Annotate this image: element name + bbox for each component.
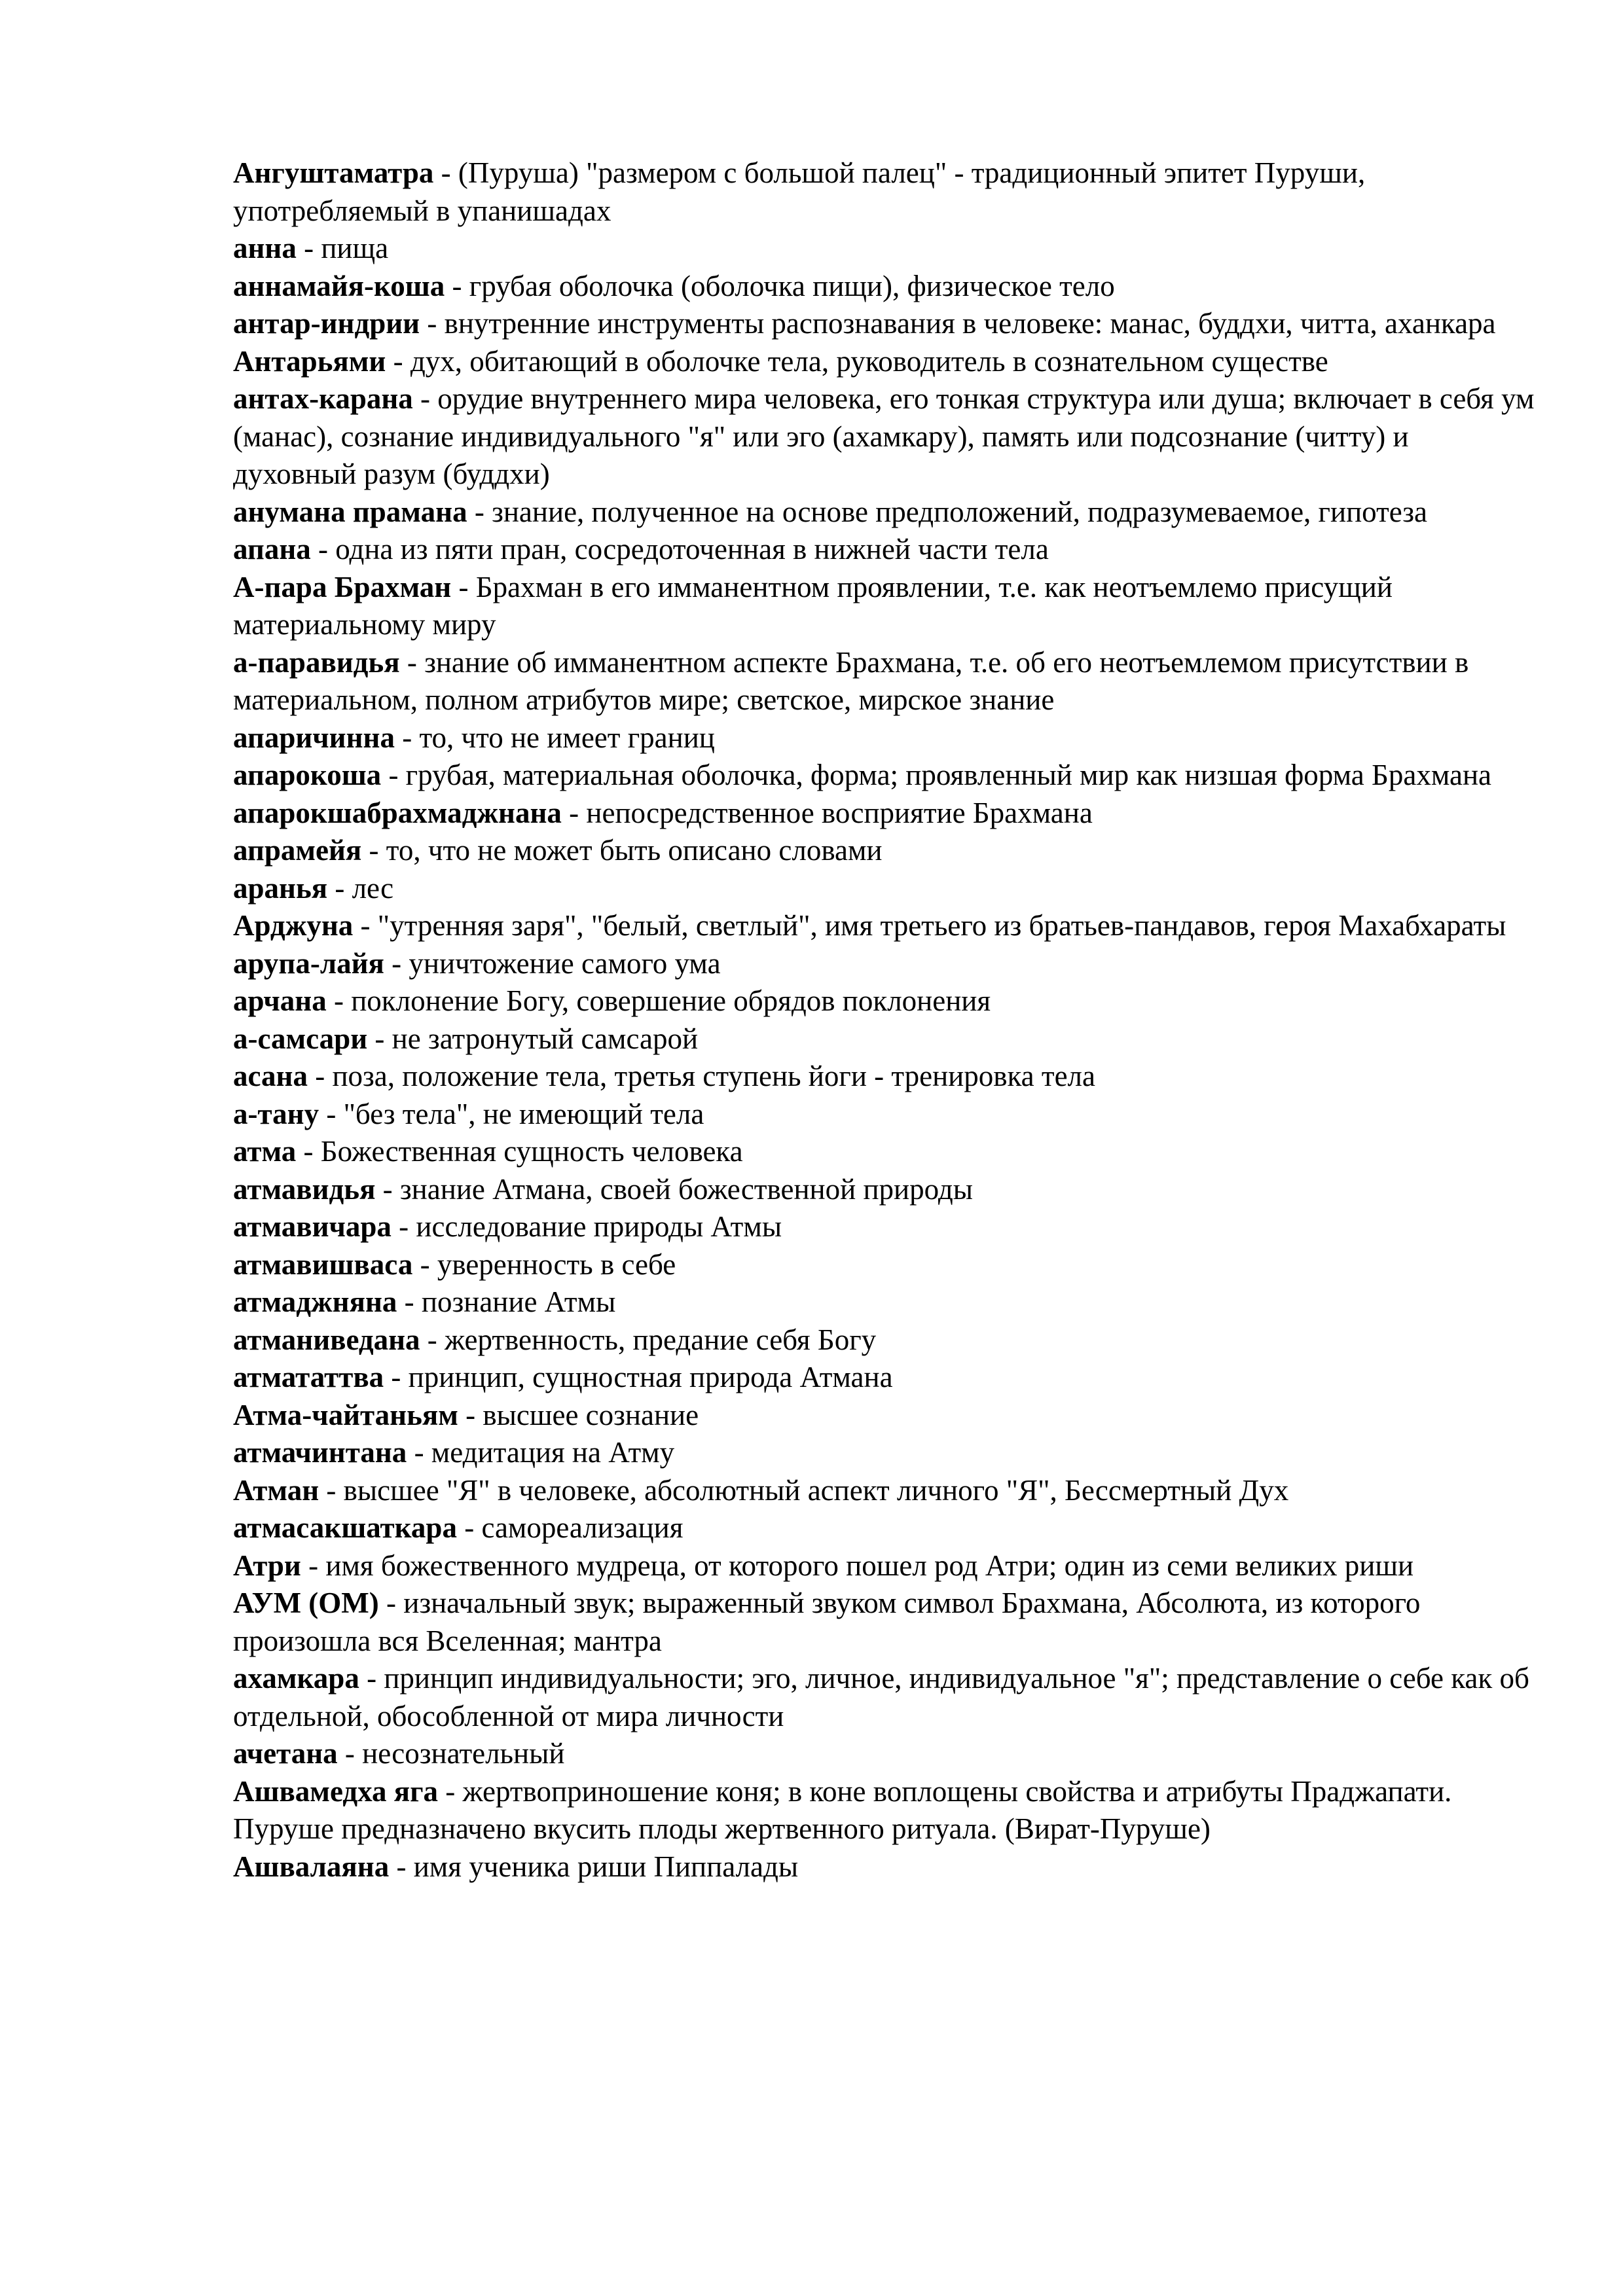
glossary-entry <box>233 569 1536 644</box>
glossary-entry <box>233 1472 1536 1510</box>
glossary-entry <box>233 1171 1536 1209</box>
glossary-definition: - одна из пяти пран, сосредоточенная в нижней части тела <box>310 533 1049 565</box>
glossary-entry <box>233 493 1536 531</box>
glossary-definition: - жертвоприношение коня; в коне воплощены свойства и атрибуты Праджапати. Пуруше предназначено вкусить плоды жертвенного ритуала. (Вират-Пуруше) <box>233 1774 1452 1845</box>
glossary-term: аннамайя-коша <box>233 269 445 302</box>
glossary-definition: - непосредственное восприятие Брахмана <box>561 796 1093 829</box>
glossary-definition: - орудие внутреннего мира человека, его тонкая структура или душа; включает в себя ум (манас), сознание индивидуального "я" или эго (ахамкару), память или подсознание (читту) и духовный разум (буддхи) <box>233 382 1535 490</box>
glossary-entry <box>233 1509 1536 1547</box>
glossary-entry <box>233 343 1536 381</box>
glossary-entry <box>233 230 1536 268</box>
glossary-entry <box>233 1208 1536 1246</box>
glossary-entry <box>233 1660 1536 1735</box>
glossary-entry <box>233 1547 1536 1585</box>
glossary-entry <box>233 380 1536 493</box>
glossary-definition: - имя ученика риши Пиппалады <box>389 1850 799 1883</box>
glossary-definition: - пища <box>296 232 389 264</box>
glossary-entry <box>233 1397 1536 1435</box>
glossary-definition: - высшее сознание <box>458 1398 699 1431</box>
glossary-term: атмаджняна <box>233 1285 397 1318</box>
glossary-definition: - Брахман в его имманентном проявлении, т.е. как неотъемлемо присущий материальному миру <box>233 570 1393 641</box>
glossary-page <box>233 154 1536 1886</box>
glossary-entry <box>233 870 1536 908</box>
glossary-definition: - то, что не может быть описано словами <box>361 834 883 867</box>
glossary-entry <box>233 1020 1536 1058</box>
glossary-term: атмавидья <box>233 1172 376 1206</box>
glossary-definition: - жертвенность, предание себя Богу <box>420 1323 877 1356</box>
glossary-term: Арджуна <box>233 909 354 942</box>
glossary-term: апрамейя <box>233 834 362 867</box>
glossary-entry <box>233 1321 1536 1359</box>
glossary-term: Ангуштаматра <box>233 156 434 189</box>
glossary-term: арчана <box>233 984 327 1017</box>
glossary-definition: - уверенность в себе <box>412 1247 676 1281</box>
glossary-term: Ашвамедха яга <box>233 1774 439 1808</box>
glossary-entry <box>233 1246 1536 1284</box>
glossary-entry <box>233 907 1536 945</box>
glossary-entry <box>233 531 1536 569</box>
glossary-entry <box>233 1848 1536 1886</box>
glossary-term: антах-карана <box>233 382 413 415</box>
glossary-definition: - принцип, сущностная природа Атмана <box>384 1361 893 1393</box>
glossary-definition: - имя божественного мудреца, от которого пошел род Атри; один из семи великих риши <box>301 1549 1414 1582</box>
glossary-definition: - поклонение Богу, совершение обрядов поклонения <box>326 984 991 1017</box>
glossary-term: АУМ (ОМ) <box>233 1587 379 1619</box>
glossary-definition: - "утренняя заря", "белый, светлый", имя третьего из братьев-пандавов, героя Махабхараты <box>353 909 1506 942</box>
glossary-definition: - то, что не имеет границ <box>394 721 715 754</box>
glossary-entry <box>233 982 1536 1020</box>
glossary-term: апаричинна <box>233 721 395 754</box>
glossary-definition: - несознательный <box>337 1737 565 1770</box>
glossary-definition: - медитация на Атму <box>407 1436 675 1469</box>
glossary-term: Атма-чайтаньям <box>233 1398 458 1431</box>
glossary-definition: - "без тела", не имеющий тела <box>319 1097 704 1130</box>
glossary-term: а-паравидья <box>233 645 400 679</box>
glossary-term: антар-индрии <box>233 307 420 340</box>
glossary-entry <box>233 154 1536 230</box>
glossary-entry <box>233 1773 1536 1848</box>
glossary-entry <box>233 1434 1536 1472</box>
glossary-term: Атри <box>233 1549 301 1582</box>
glossary-term: Антарьями <box>233 344 386 378</box>
glossary-entry <box>233 757 1536 795</box>
glossary-definition: - знание об имманентном аспекте Брахмана, т.е. об его неотъемлемом присутствии в материальном, полном атрибутов мире; светское, мирское знание <box>233 645 1469 716</box>
glossary-term: апарокоша <box>233 759 382 791</box>
glossary-definition: - не затронутый самсарой <box>367 1022 699 1055</box>
glossary-entry <box>233 1133 1536 1171</box>
glossary-term: анумана прамана <box>233 495 467 528</box>
glossary-term: атмачинтана <box>233 1436 407 1469</box>
glossary-entry <box>233 945 1536 983</box>
glossary-definition: - исследование природы Атмы <box>391 1210 782 1243</box>
glossary-entry <box>233 1058 1536 1096</box>
glossary-definition: - знание, полученное на основе предположений, подразумеваемое, гипотеза <box>467 495 1428 528</box>
glossary-definition: - дух, обитающий в оболочке тела, руководитель в сознательном существе <box>386 344 1328 378</box>
glossary-definition: - поза, положение тела, третья ступень йоги - тренировка тела <box>307 1060 1095 1092</box>
glossary-term: А-пара Брахман <box>233 570 452 603</box>
glossary-entry <box>233 719 1536 757</box>
glossary-term: атмататтва <box>233 1361 384 1393</box>
glossary-definition: - знание Атмана, своей божественной природы <box>375 1172 973 1206</box>
glossary-definition: - принцип индивидуальности; эго, личное, индивидуальное "я"; представление о себе как об отдельной, обособленной от мира личности <box>233 1662 1529 1732</box>
glossary-definition: - грубая оболочка (оболочка пищи), физическое тело <box>445 269 1115 302</box>
glossary-term: апарокшабрахмаджнана <box>233 796 562 829</box>
glossary-term: апана <box>233 533 311 565</box>
glossary-entry <box>233 1359 1536 1397</box>
glossary-term: атмавишваса <box>233 1247 413 1281</box>
glossary-entry <box>233 1096 1536 1134</box>
glossary-term: атмасакшаткара <box>233 1511 457 1544</box>
glossary-term: асана <box>233 1060 308 1092</box>
glossary-entry <box>233 268 1536 306</box>
glossary-definition: - Божественная сущность человека <box>296 1135 743 1168</box>
glossary-entry <box>233 795 1536 833</box>
glossary-term: атма <box>233 1135 297 1168</box>
glossary-entry <box>233 832 1536 870</box>
glossary-definition: - самореализация <box>456 1511 684 1544</box>
glossary-term: а-тану <box>233 1097 319 1130</box>
glossary-entry <box>233 1585 1536 1660</box>
glossary-term: анна <box>233 232 297 264</box>
glossary-term: ахамкара <box>233 1662 359 1695</box>
glossary-term: аранья <box>233 871 328 905</box>
glossary-entry <box>233 644 1536 719</box>
glossary-definition: - уничтожение самого ума <box>384 946 721 980</box>
glossary-entry <box>233 1283 1536 1321</box>
glossary-term: атмавичара <box>233 1210 392 1243</box>
glossary-term: Ашвалаяна <box>233 1850 390 1883</box>
glossary-definition: - познание Атмы <box>397 1285 616 1318</box>
glossary-definition: - грубая, материальная оболочка, форма; проявленный мир как низшая форма Брахмана <box>381 759 1492 791</box>
glossary-term: Атман <box>233 1473 319 1507</box>
glossary-term: ачетана <box>233 1737 338 1770</box>
glossary-definition: - изначальный звук; выраженный звуком символ Брахмана, Абсолюта, из которого произошла вся Вселенная; мантра <box>233 1587 1421 1657</box>
glossary-term: атманиведана <box>233 1323 420 1356</box>
glossary-definition: - (Пуруша) "размером с большой палец" - традиционный эпитет Пуруши, употребляемый в упанишадах <box>233 156 1366 227</box>
glossary-term: а-самсари <box>233 1022 368 1055</box>
glossary-entry <box>233 1735 1536 1773</box>
glossary-definition: - лес <box>327 871 394 905</box>
glossary-definition: - высшее "Я" в человеке, абсолютный аспект личного "Я", Бессмертный Дух <box>319 1473 1289 1507</box>
glossary-entry <box>233 305 1536 343</box>
glossary-definition: - внутренние инструменты распознавания в человеке: манас, буддхи, читта, аханкара <box>420 307 1496 340</box>
glossary-term: арупа-лайя <box>233 946 384 980</box>
